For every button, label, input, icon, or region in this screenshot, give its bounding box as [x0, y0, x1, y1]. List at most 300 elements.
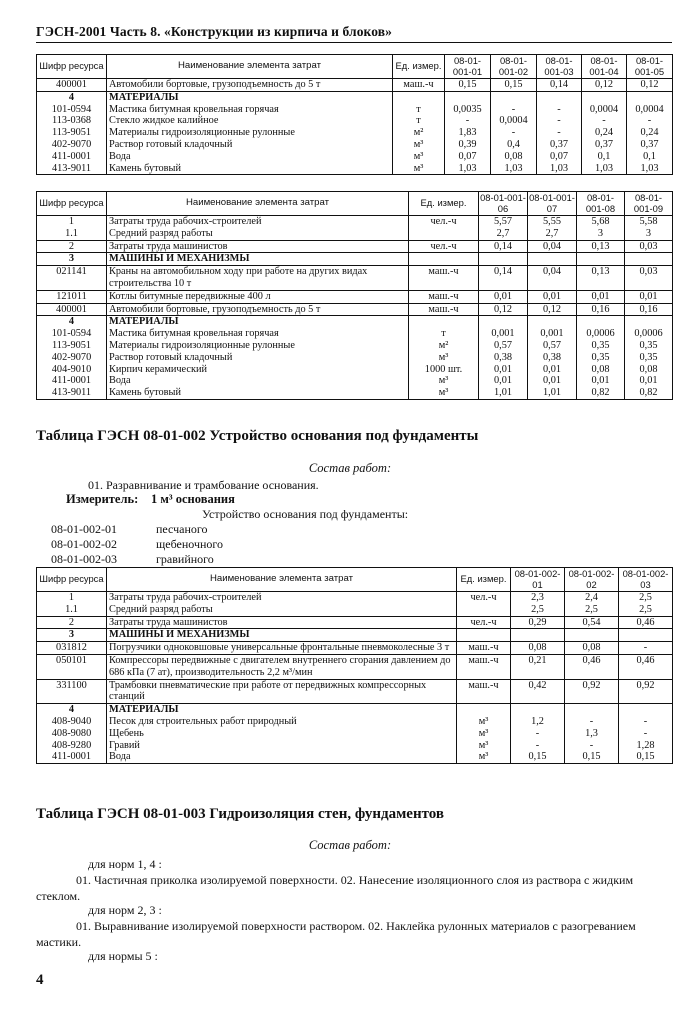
- resource-code: 408-9080: [37, 728, 107, 740]
- norm-value: 0,03: [625, 240, 673, 253]
- norm-value: 0,12: [627, 79, 673, 92]
- resource-code: 400001: [37, 303, 107, 316]
- unit-of-measure: т: [409, 328, 479, 340]
- norm-value: [479, 316, 528, 328]
- norm-value: 0,15: [565, 751, 619, 763]
- norm-group-label: для нормы 5 :: [88, 949, 158, 963]
- norm-value: 0,15: [511, 751, 565, 763]
- unit-of-measure: т: [393, 104, 445, 116]
- norm-value: 0,08: [577, 364, 625, 376]
- norm-value: [528, 253, 577, 266]
- norm-value: 0,07: [445, 151, 491, 163]
- composition-heading: Состав работ:: [308, 461, 392, 475]
- resource-code: 4: [37, 704, 107, 716]
- norm-value: 0,57: [479, 340, 528, 352]
- norm-value: 2,7: [479, 228, 528, 240]
- cost-element-name: Автомобили бортовые, грузоподъемность до 5 т: [107, 303, 409, 316]
- norm-value: 5,58: [625, 216, 673, 228]
- norm-value: -: [619, 716, 673, 728]
- resource-code: 400001: [37, 79, 107, 92]
- resource-code: 408-9280: [37, 740, 107, 752]
- header-unit: Ед. измер.: [393, 55, 445, 79]
- norm-value: 0,37: [627, 139, 673, 151]
- norm-value: [625, 316, 673, 328]
- cost-element-name: Затраты труда машинистов: [107, 240, 409, 253]
- cost-element-name: Затраты труда рабочих-строителей: [107, 216, 409, 228]
- table-header-row: [37, 192, 673, 216]
- norm-value: [627, 91, 673, 103]
- norm-value: 1,03: [537, 163, 582, 175]
- resource-code: 1: [37, 592, 107, 604]
- norm-value: -: [565, 740, 619, 752]
- cost-element-name: Компрессоры передвижные с двигателем внутреннего сгорания давлением до 686 кПа (7 ат), производительность 2,2 м³/мин: [107, 654, 457, 679]
- table-row: [37, 629, 673, 642]
- section-title-08-01-002: Таблица ГЭСН 08-01-002 Устройство основания под фундаменты: [36, 428, 479, 444]
- norm-value: [577, 253, 625, 266]
- unit-of-measure: маш.-ч: [457, 679, 511, 704]
- norm-value: 0,15: [491, 79, 537, 92]
- table-row: [37, 216, 673, 228]
- norm-value: 5,55: [528, 216, 577, 228]
- cost-element-name: Раствор готовый кладочный: [107, 352, 409, 364]
- norm-value: -: [511, 740, 565, 752]
- resource-code: 101-0594: [37, 328, 107, 340]
- cost-element-name: Затраты труда рабочих-строителей: [107, 592, 457, 604]
- unit-of-measure: м³: [457, 740, 511, 752]
- header-norm-column: 08-01-001-06: [480, 192, 526, 214]
- table-row: [37, 604, 673, 616]
- cost-element-name: МАТЕРИАЛЫ: [107, 704, 457, 716]
- header-name: Наименование элемента затрат: [107, 192, 409, 216]
- norm-name: гравийного: [156, 552, 214, 566]
- table-row: [37, 316, 673, 328]
- norm-value: -: [537, 115, 582, 127]
- norm-value: 2,7: [528, 228, 577, 240]
- norm-value: 0,82: [625, 387, 673, 399]
- norm-code: 08-01-002-01: [51, 522, 117, 536]
- norm-value: 0,4: [491, 139, 537, 151]
- header-norm-column: 08-01-001-04: [582, 55, 627, 79]
- norm-value: 2,4: [565, 592, 619, 604]
- norm-value: 0,24: [627, 127, 673, 139]
- norm-value: 0,12: [479, 303, 528, 316]
- resource-code: 121011: [37, 290, 107, 303]
- norm-value: 0,16: [577, 303, 625, 316]
- unit-of-measure: [457, 629, 511, 642]
- header-norm-column: 08-01-002-01: [511, 568, 565, 592]
- norm-value: 0,04: [528, 266, 577, 291]
- norm-value: 0,08: [565, 642, 619, 655]
- norm-value: 0,12: [582, 79, 627, 92]
- header-norm-column: 08-01-001-02: [491, 55, 537, 79]
- norm-value: -: [619, 642, 673, 655]
- resource-code: 331100: [37, 679, 107, 704]
- cost-element-name: Погрузчики одноковшовые универсальные фронтальные пневмоколесные 3 т: [107, 642, 457, 655]
- header-norm-column: 08-01-001-09: [625, 192, 673, 216]
- meter-label: Измеритель:: [66, 492, 139, 506]
- cost-element-name: Средний разряд работы: [107, 228, 409, 240]
- norm-value: 5,68: [577, 216, 625, 228]
- norm-value: -: [491, 127, 537, 139]
- unit-of-measure: [409, 316, 479, 328]
- cost-element-name: МАТЕРИАЛЫ: [107, 316, 409, 328]
- unit-of-measure: маш.-ч: [457, 654, 511, 679]
- norm-value: 1,3: [565, 728, 619, 740]
- norm-value: [491, 91, 537, 103]
- table-row: [37, 704, 673, 716]
- unit-of-measure: маш.-ч: [457, 642, 511, 655]
- norm-value: 0,57: [528, 340, 577, 352]
- table-row: [37, 642, 673, 655]
- table-row: [37, 253, 673, 266]
- table-row: [37, 387, 673, 399]
- norm-value: 0,35: [625, 352, 673, 364]
- norm-value: [445, 91, 491, 103]
- unit-of-measure: маш.-ч: [409, 303, 479, 316]
- resource-code: 101-0594: [37, 104, 107, 116]
- cost-element-name: Вода: [107, 151, 393, 163]
- resource-code: 411-0001: [37, 151, 107, 163]
- table-row: [37, 375, 673, 387]
- norm-value: 0,01: [479, 364, 528, 376]
- unit-of-measure: м²: [393, 127, 445, 139]
- norm-value: 0,54: [565, 616, 619, 629]
- cost-element-name: МАШИНЫ И МЕХАНИЗМЫ: [107, 629, 457, 642]
- norm-value: 5,57: [479, 216, 528, 228]
- cost-element-name: МАШИНЫ И МЕХАНИЗМЫ: [107, 253, 409, 266]
- norm-value: [619, 704, 673, 716]
- cost-element-name: Вода: [107, 751, 457, 763]
- resource-code: 113-9051: [37, 340, 107, 352]
- norm-value: 0,37: [537, 139, 582, 151]
- norm-value: 2,5: [511, 604, 565, 616]
- norm-value: 0,1: [627, 151, 673, 163]
- unit-of-measure: т: [393, 115, 445, 127]
- cost-element-name: Затраты труда машинистов: [107, 616, 457, 629]
- norm-value: 0,14: [479, 266, 528, 291]
- table-row: [37, 592, 673, 604]
- table-row: [37, 228, 673, 240]
- norm-value: 0,001: [528, 328, 577, 340]
- table-row: [37, 616, 673, 629]
- header-norm-column: 08-01-002-02: [565, 568, 619, 592]
- header-unit: Ед. измер.: [457, 568, 511, 592]
- unit-of-measure: [457, 604, 511, 616]
- norm-value: -: [582, 115, 627, 127]
- unit-of-measure: [409, 253, 479, 266]
- cost-element-name: Мастика битумная кровельная горячая: [107, 104, 393, 116]
- cost-element-name: МАТЕРИАЛЫ: [107, 91, 393, 103]
- resource-code: 031812: [37, 642, 107, 655]
- norm-value: 3: [625, 228, 673, 240]
- norm-value: 0,24: [582, 127, 627, 139]
- norm-value: 0,14: [479, 240, 528, 253]
- norm-value: 0,37: [582, 139, 627, 151]
- table-row: [37, 352, 673, 364]
- unit-of-measure: чел.-ч: [457, 592, 511, 604]
- cost-element-name: Материалы гидроизоляционные рулонные: [107, 340, 409, 352]
- norm-value: 3: [577, 228, 625, 240]
- norm-value: 1,03: [445, 163, 491, 175]
- norm-value: 0,35: [625, 340, 673, 352]
- norm-name: щебеночного: [156, 537, 224, 551]
- norm-value: 0,39: [445, 139, 491, 151]
- resource-code: 113-0368: [37, 115, 107, 127]
- cost-element-name: Краны на автомобильном ходу при работе на других видах строительства 10 т: [107, 266, 409, 291]
- table-row: [37, 364, 673, 376]
- table-row: [37, 340, 673, 352]
- composition-heading: Состав работ:: [308, 838, 392, 852]
- norm-value: 1,83: [445, 127, 491, 139]
- norm-value: -: [511, 728, 565, 740]
- resource-code: 4: [37, 316, 107, 328]
- header-norm-column: 08-01-001-05: [627, 55, 673, 79]
- norm-value: 0,42: [511, 679, 565, 704]
- table-row: [37, 240, 673, 253]
- norm-value: 0,08: [511, 642, 565, 655]
- page-number: 4: [36, 972, 44, 988]
- resource-code: 4: [37, 91, 107, 103]
- norm-value: -: [537, 127, 582, 139]
- header-norm-column: 08-01-001-08: [577, 192, 625, 216]
- table-row: [37, 79, 673, 92]
- table-row: [37, 740, 673, 752]
- header-norm-column: 08-01-001-03: [537, 55, 582, 79]
- unit-of-measure: м³: [409, 387, 479, 399]
- norm-value: 0,46: [565, 654, 619, 679]
- resource-code: 413-9011: [37, 163, 107, 175]
- norm-value: 0,35: [577, 340, 625, 352]
- norm-value: -: [445, 115, 491, 127]
- resource-code: 2: [37, 616, 107, 629]
- norm-group-label: для норм 1, 4 :: [88, 857, 162, 871]
- norm-value: 2,5: [619, 604, 673, 616]
- norm-value: 0,13: [577, 240, 625, 253]
- cost-element-name: Стекло жидкое калийное: [107, 115, 393, 127]
- header-code: Шифр ресурса: [37, 192, 107, 216]
- norm-value: [511, 629, 565, 642]
- unit-of-measure: м³: [409, 352, 479, 364]
- norm-value: [577, 316, 625, 328]
- norm-value: [565, 629, 619, 642]
- norm-value: 0,01: [577, 375, 625, 387]
- norm-value: 0,15: [445, 79, 491, 92]
- header-name: Наименование элемента затрат: [107, 55, 393, 79]
- table-row: [37, 127, 673, 139]
- unit-of-measure: м³: [457, 751, 511, 763]
- header-norm-column: 08-01-002-03: [619, 568, 673, 592]
- norm-value: 0,13: [577, 266, 625, 291]
- header-code: Шифр ресурса: [37, 568, 107, 592]
- header-unit: Ед. измер.: [409, 192, 479, 216]
- cost-element-name: Камень бутовый: [107, 163, 393, 175]
- norm-group-text: 01. Частичная приколка изолируемой поверхности. 02. Нанесение изоляционного слоя из раствора с жидким стеклом.: [36, 873, 634, 903]
- cost-element-name: Кирпич керамический: [107, 364, 409, 376]
- table-header-row: [37, 568, 673, 592]
- running-title: ГЭСН-2001 Часть 8. «Конструкции из кирпича и блоков»: [36, 24, 392, 39]
- norm-value: 0,0004: [491, 115, 537, 127]
- norm-group-label: для норм 2, 3 :: [88, 903, 162, 917]
- norm-code: 08-01-002-02: [51, 537, 117, 551]
- norm-value: 0,92: [619, 679, 673, 704]
- resource-table-08-01-001-a: [36, 54, 673, 175]
- table-row: [37, 679, 673, 704]
- table-row: [37, 328, 673, 340]
- cost-element-name: Автомобили бортовые, грузоподъемность до 5 т: [107, 79, 393, 92]
- cost-element-name: Вода: [107, 375, 409, 387]
- norm-value: [528, 316, 577, 328]
- unit-of-measure: м³: [393, 139, 445, 151]
- table-row: [37, 290, 673, 303]
- norm-value: 1,2: [511, 716, 565, 728]
- table-row: [37, 115, 673, 127]
- resource-code: 402-9070: [37, 139, 107, 151]
- unit-of-measure: м³: [457, 716, 511, 728]
- cost-element-name: Котлы битумные передвижные 400 л: [107, 290, 409, 303]
- norm-value: 2,5: [619, 592, 673, 604]
- header-norm-column: 08-01-001-07: [529, 192, 575, 214]
- norm-value: 0,92: [565, 679, 619, 704]
- norm-value: [565, 704, 619, 716]
- cost-element-name: Материалы гидроизоляционные рулонные: [107, 127, 393, 139]
- resource-table-08-01-001-b: [36, 191, 673, 400]
- work-item: 01. Разравнивание и трамбование основания.: [88, 478, 319, 492]
- cost-element-name: Средний разряд работы: [107, 604, 457, 616]
- header-rule: [36, 42, 672, 43]
- norm-value: 1,01: [528, 387, 577, 399]
- norm-value: 0,15: [619, 751, 673, 763]
- unit-of-measure: маш.-ч: [409, 290, 479, 303]
- resource-code: 1: [37, 216, 107, 228]
- cost-element-name: Раствор готовый кладочный: [107, 139, 393, 151]
- resource-code: 413-9011: [37, 387, 107, 399]
- norm-value: 0,1: [582, 151, 627, 163]
- header-code: Шифр ресурса: [37, 55, 107, 79]
- table-row: [37, 266, 673, 291]
- norm-value: 0,01: [528, 364, 577, 376]
- unit-of-measure: маш.-ч: [409, 266, 479, 291]
- resource-code: 113-9051: [37, 127, 107, 139]
- norm-value: 0,08: [625, 364, 673, 376]
- norm-value: 1,03: [627, 163, 673, 175]
- norm-value: 0,01: [625, 375, 673, 387]
- norm-value: -: [491, 104, 537, 116]
- norm-value: 0,01: [479, 375, 528, 387]
- unit-of-measure: м²: [409, 340, 479, 352]
- unit-of-measure: м³: [393, 163, 445, 175]
- norm-value: 0,46: [619, 654, 673, 679]
- norm-value: 2,3: [511, 592, 565, 604]
- table-row: [37, 751, 673, 763]
- resource-code: 402-9070: [37, 352, 107, 364]
- resource-code: 1.1: [37, 228, 107, 240]
- table-row: [37, 104, 673, 116]
- cost-element-name: Щебень: [107, 728, 457, 740]
- meter-value: 1 м³ основания: [151, 492, 235, 506]
- unit-of-measure: м³: [393, 151, 445, 163]
- resource-code: 021141: [37, 266, 107, 291]
- cost-element-name: Мастика битумная кровельная горячая: [107, 328, 409, 340]
- norm-value: 0,08: [491, 151, 537, 163]
- norm-value: 1,28: [619, 740, 673, 752]
- norm-value: 0,16: [625, 303, 673, 316]
- norm-value: 0,12: [528, 303, 577, 316]
- unit-of-measure: чел.-ч: [457, 616, 511, 629]
- unit-of-measure: [393, 91, 445, 103]
- norm-value: 0,01: [528, 290, 577, 303]
- norm-value: 0,38: [528, 352, 577, 364]
- resource-table-08-01-002: [36, 567, 673, 764]
- norm-value: [619, 629, 673, 642]
- norms-subject: Устройство основания под фундаменты:: [202, 507, 409, 521]
- norm-group-text: 01. Выравнивание изолируемой поверхности раствором. 02. Наклейка рулонных материалов с разогреванием мастики.: [36, 919, 636, 949]
- norm-value: -: [619, 728, 673, 740]
- norm-value: 1,03: [491, 163, 537, 175]
- unit-of-measure: м³: [457, 728, 511, 740]
- norm-value: 0,0004: [627, 104, 673, 116]
- norm-name: песчаного: [156, 522, 208, 536]
- norm-value: 0,14: [537, 79, 582, 92]
- header-name: Наименование элемента затрат: [107, 568, 457, 592]
- norm-value: 0,0035: [445, 104, 491, 116]
- norm-value: 0,07: [537, 151, 582, 163]
- unit-of-measure: маш.-ч: [393, 79, 445, 92]
- norm-value: 2,5: [565, 604, 619, 616]
- norm-value: -: [627, 115, 673, 127]
- norm-value: 0,38: [479, 352, 528, 364]
- resource-code: 3: [37, 629, 107, 642]
- norm-value: 0,01: [577, 290, 625, 303]
- table-row: [37, 716, 673, 728]
- norm-value: 0,0004: [582, 104, 627, 116]
- table-row: [37, 654, 673, 679]
- norm-value: [582, 91, 627, 103]
- resource-code: 411-0001: [37, 751, 107, 763]
- resource-code: 050101: [37, 654, 107, 679]
- cost-element-name: Камень бутовый: [107, 387, 409, 399]
- norm-value: 1,01: [479, 387, 528, 399]
- unit-of-measure: 1000 шт.: [409, 364, 479, 376]
- norm-code: 08-01-002-03: [51, 552, 117, 566]
- unit-of-measure: чел.-ч: [409, 216, 479, 228]
- norm-value: 1,03: [582, 163, 627, 175]
- norm-value: [511, 704, 565, 716]
- unit-of-measure: м³: [409, 375, 479, 387]
- resource-code: 2: [37, 240, 107, 253]
- header-norm-column: 08-01-001-01: [445, 55, 491, 79]
- norm-value: [625, 253, 673, 266]
- norm-value: 0,82: [577, 387, 625, 399]
- table-row: [37, 163, 673, 175]
- norm-value: [479, 253, 528, 266]
- norm-value: 0,29: [511, 616, 565, 629]
- norm-value: 0,46: [619, 616, 673, 629]
- norm-value: 0,0006: [577, 328, 625, 340]
- table-row: [37, 151, 673, 163]
- norm-value: [537, 91, 582, 103]
- resource-code: 408-9040: [37, 716, 107, 728]
- resource-code: 404-9010: [37, 364, 107, 376]
- norm-value: 0,04: [528, 240, 577, 253]
- norm-value: 0,01: [528, 375, 577, 387]
- section-title-08-01-003: Таблица ГЭСН 08-01-003 Гидроизоляция стен, фундаментов: [36, 806, 445, 822]
- table-row: [37, 139, 673, 151]
- norm-value: 0,03: [625, 266, 673, 291]
- norm-value: 0,21: [511, 654, 565, 679]
- resource-code: 411-0001: [37, 375, 107, 387]
- table-row: [37, 728, 673, 740]
- norm-value: 0,01: [625, 290, 673, 303]
